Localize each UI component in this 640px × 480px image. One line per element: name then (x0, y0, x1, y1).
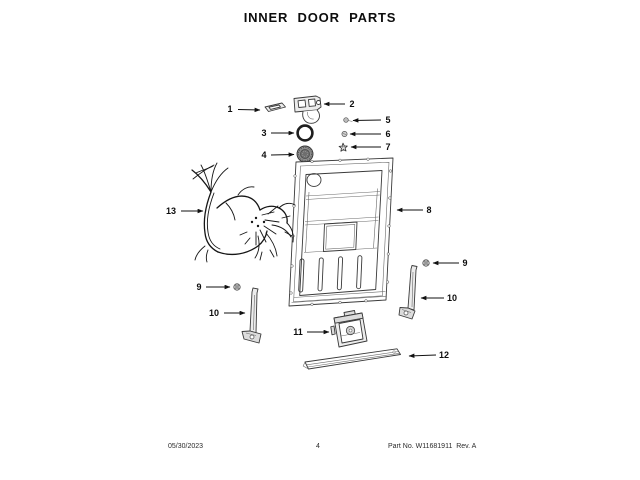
detergent-dispenser-part (331, 311, 367, 348)
bottom-door-seal-part (303, 349, 400, 369)
hinge-screw-left-part (234, 284, 240, 290)
callout-label-6: 6 (385, 129, 391, 139)
screw-6-part (342, 131, 347, 136)
callout-label-4: 4 (261, 150, 267, 160)
callout-label-9-left: 9 (196, 282, 202, 292)
callout-label-3: 3 (261, 128, 267, 138)
footer-page-number: 4 (316, 443, 320, 450)
callout-label-10-right: 10 (446, 293, 458, 303)
callout-label-2: 2 (349, 99, 355, 109)
callout-label-12: 12 (438, 350, 450, 360)
footer-date: 05/30/2023 (168, 443, 204, 450)
page-title: INNER DOOR PARTS (243, 10, 397, 25)
wire-harness-part (192, 163, 295, 262)
callout-arrow-5 (353, 120, 381, 121)
callout-label-1: 1 (227, 104, 233, 114)
callout-label-10-left: 10 (208, 308, 220, 318)
inner-door-panel-part (289, 158, 393, 306)
callout-label-5: 5 (385, 115, 391, 125)
footer-part-number: Part No. W11681911 Rev. A (388, 443, 477, 450)
vent-cap-part (297, 146, 313, 162)
hinge-arm-right-part (399, 266, 417, 320)
callout-arrow-1 (238, 110, 260, 111)
callout-label-13: 13 (165, 206, 177, 216)
strike-plate-part (265, 103, 286, 112)
door-latch-part (294, 96, 321, 123)
callout-label-11: 11 (293, 327, 303, 337)
o-ring-part (298, 126, 313, 141)
callout-label-9-right: 9 (462, 258, 468, 268)
callout-arrow-12 (409, 355, 436, 356)
callout-arrow-4 (271, 155, 294, 156)
hinge-arm-left-part (242, 288, 261, 343)
callout-label-8: 8 (426, 205, 432, 215)
callout-label-7: 7 (385, 142, 391, 152)
screw-5-part (344, 118, 353, 123)
hinge-screw-right-part (423, 260, 429, 266)
lock-washer-part (339, 143, 347, 151)
